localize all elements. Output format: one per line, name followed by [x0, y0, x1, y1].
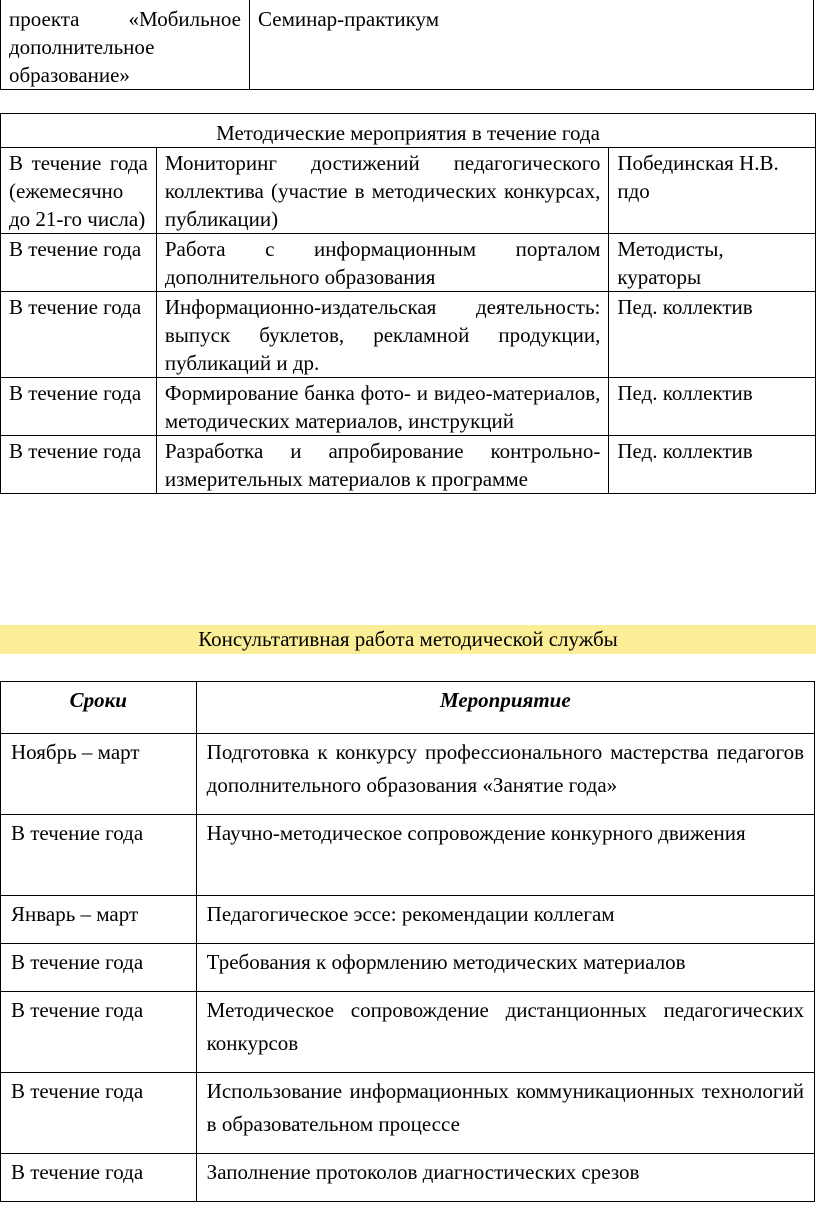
- table-row: [1, 896, 815, 944]
- event-cell: Работа с информационным порталом дополнительного образования: [156, 234, 609, 292]
- event-cell: Подготовка к конкурсу профессионального мастерства педагогов дополнительного образования «Занятие года»: [196, 734, 814, 815]
- table-row: [1, 944, 815, 992]
- methodical-heading: Методические мероприятия в течение года: [1, 114, 816, 148]
- event-cell: Методическое сопровождение дистанционных педагогических конкурсов: [196, 992, 814, 1073]
- term-cell: В течение года (ежемесячно до 21-го числа): [1, 148, 157, 234]
- table-row: [1, 734, 815, 815]
- responsible-cell: Пед. коллектив: [609, 292, 816, 378]
- term-cell: Январь – март: [1, 896, 197, 944]
- table-header-row: [1, 682, 815, 734]
- table-row: [1, 992, 815, 1073]
- project-table: [0, 0, 814, 90]
- term-cell: В течение года: [1, 436, 157, 494]
- methodical-events-table: [0, 113, 816, 494]
- table-row: [1, 292, 816, 378]
- responsible-cell: Пед. коллектив: [609, 378, 816, 436]
- term-cell: В течение года: [1, 378, 157, 436]
- event-cell: Заполнение протоколов диагностических срезов: [196, 1154, 814, 1202]
- table-row: [1, 1073, 815, 1154]
- table-row: [1, 148, 816, 234]
- consult-table: [0, 681, 815, 1202]
- term-cell: В течение года: [1, 292, 157, 378]
- term-cell: В течение года: [1, 944, 197, 992]
- table-row: [1, 114, 816, 148]
- term-cell: В течение года: [1, 992, 197, 1073]
- event-cell: Формирование банка фото- и видео-материалов, методических материалов, инструкций: [156, 378, 609, 436]
- event-cell: Научно-методическое сопровождение конкурного движения: [196, 815, 814, 896]
- term-cell: В течение года: [1, 1073, 197, 1154]
- term-cell: В течение года: [1, 1154, 197, 1202]
- consult-section-title: Консультативная работа методической службы: [0, 625, 816, 654]
- responsible-cell: Методисты, кураторы: [609, 234, 816, 292]
- event-cell: Педагогическое эссе: рекомендации коллегам: [196, 896, 814, 944]
- event-cell: Использование информационных коммуникационных технологий в образовательном процессе: [196, 1073, 814, 1154]
- term-cell: Ноябрь – март: [1, 734, 197, 815]
- responsible-cell: Побединская Н.В. пдо: [609, 148, 816, 234]
- table-row: [1, 1154, 815, 1202]
- table-row: [1, 436, 816, 494]
- table-row: [1, 378, 816, 436]
- column-header-terms: Сроки: [1, 682, 197, 734]
- table-row: [1, 0, 814, 90]
- project-form-cell: Семинар-практикум: [250, 0, 814, 90]
- responsible-cell: Пед. коллектив: [609, 436, 816, 494]
- table-row: [1, 815, 815, 896]
- event-cell: Информационно-издательская деятельность: выпуск буклетов, рекламной продукции, публикаций и др.: [156, 292, 609, 378]
- event-cell: Разработка и апробирование контрольно-измерительных материалов к программе: [156, 436, 609, 494]
- event-cell: Мониторинг достижений педагогического коллектива (участие в методических конкурсах, публикации): [156, 148, 609, 234]
- column-header-event: Мероприятие: [196, 682, 814, 734]
- table-row: [1, 234, 816, 292]
- project-name-cell: проекта «Мобильное дополнительное образование»: [1, 0, 250, 90]
- term-cell: В течение года: [1, 234, 157, 292]
- term-cell: В течение года: [1, 815, 197, 896]
- event-cell: Требования к оформлению методических материалов: [196, 944, 814, 992]
